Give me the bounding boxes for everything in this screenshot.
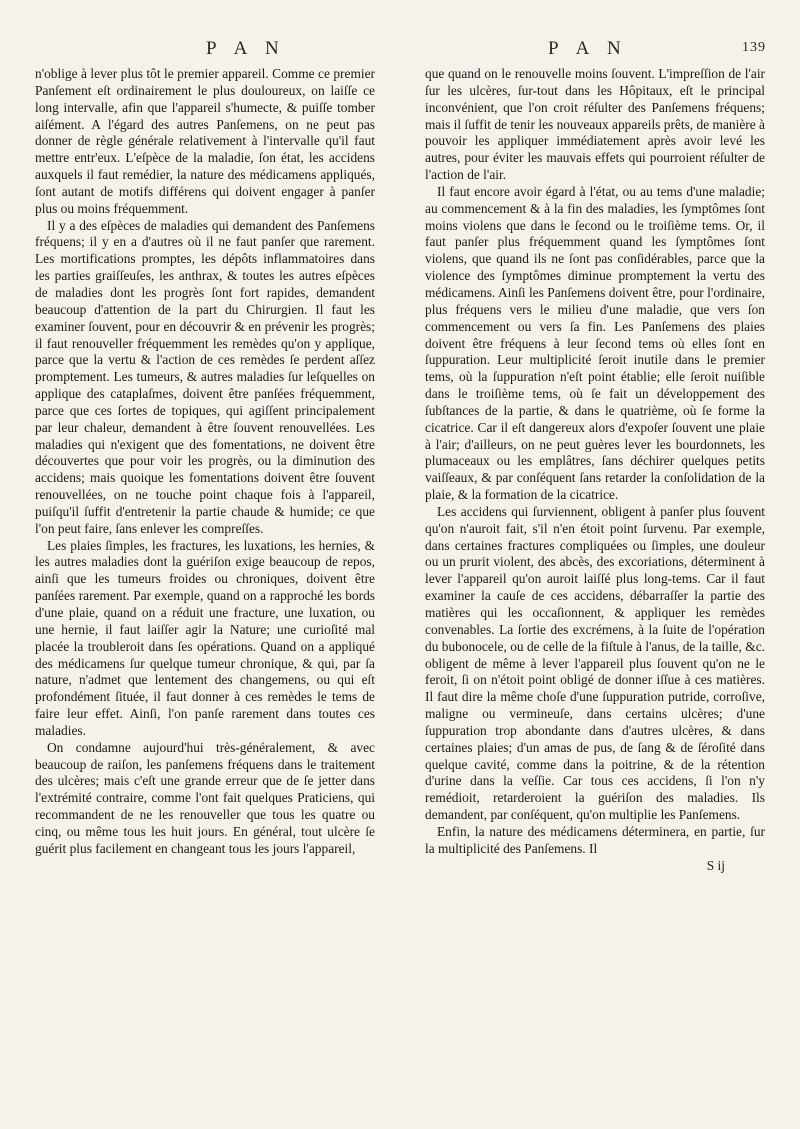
paragraph: Il faut encore avoir égard à l'état, ou au tems d'une maladie; au commencement & à la fin des maladies, les ſymptômes ſont moins violens que dans le ſecond ou le troiſième tems. Or, il faut panſer plus fréquemment quand les ſymptômes ſont violens, que quand ils ne ſont pas conſidérables, parce que la violence des ſymptômes diminue promptement la vertu des médicamens. Ainſi les Panſemens doivent être, pour l'ordinaire, plus fréquens vers le milieu d'une maladie, que vers ſon commencement ou vers ſa fin. Les Panſemens des plaies doivent être fréquens à leur ſecond tems où elles ſont en ſuppuration. Leur multiplicité ſeroit inutile dans le premier tems, où la ſuppuration n'eſt point établie; elle ſeroit nuiſible dans le troiſième tems, où ſe fait un développement des ſubſtances de la partie, & dans le quatrième, où ſe forme la cicatrice. Car il eſt dangereux alors d'expoſer ſouvent une plaie à l'air; d'ailleurs, on ne peut guères lever les bourdonnets, les plumaceaux ou les emplâtres, ſans déchirer quelques petits vaiſſeaux, & par conſéquent ſans retarder la conſolidation de la plaie, & la formation de la cicatrice.: [425, 183, 765, 503]
page-number: 139: [742, 40, 766, 55]
header-title-left: P A N: [206, 38, 286, 59]
paragraph: Il y a des eſpèces de maladies qui demandent des Panſemens fréquens; il y en a d'autres où il ne faut panſer que rarement. Les mortifications promptes, les dépôts inflammatoires dans les parties graiſſeuſes, les anthrax, & toutes les autres eſpèces de maladies dont les progrès ſont fort rapides, demandent beaucoup d'attention de la part du Chirurgien. Il faut les examiner ſouvent, pour en découvrir & en prévenir les progrès; il faut renouveller fréquemment les remèdes qu'on y applique, parce que la vertu & l'action de ces remèdes ſe perdent aſſez promptement. Les tumeurs, & autres maladies ſur leſquelles on applique des cataplaſmes, doivent être panſées fréquemment, parce que ces ſortes de topiques, qui agiſſent principalement par leur chaleur, demandent à être ſouvent renouvellées. Les maladies qui n'exigent que des fomentations, ne doivent être découvertes que pour voir les progrès, ou la diminution des accidens; mais quoique les fomentations doivent être ſouvent renouvellées, on ne touche point chaque fois à l'appareil, puiſqu'il ſuffit d'entretenir la partie chaude & humide; ce que l'on peut faire, ſans enlever les compreſſes.: [35, 217, 375, 536]
paragraph: Enfin, la nature des médicamens déterminera, en partie, ſur la multiplicité des Panſemens. Il: [425, 823, 765, 856]
paragraph: n'oblige à lever plus tôt le premier appareil. Comme ce premier Panſement eſt ordinairement le plus douloureux, on laiſſe ce long intervalle, afin que l'appareil s'humecte, & puiſſe tomber aiſément. A l'égard des autres Panſemens, on ne peut pas donner de règle générale relativement à l'intervalle qu'il faut mettre entr'eux. L'eſpèce de la maladie, ſon état, les accidens auxquels il faut remédier, la nature des médicamens appliqués, ſont autant de motifs différens qui doivent engager à panſer plus ou moins fréquemment.: [35, 66, 375, 216]
right-column: [425, 66, 765, 1126]
paragraph: Les plaies ſimples, les fractures, les luxations, les hernies, & les autres maladies dont la guériſon exige beaucoup de repos, ainſi que les tumeurs froides ou chroniques, doivent être panſées rarement. Par exemple, quand on a rapproché les bords d'une plaie, quand on a réduit une fracture, une luxation, ou une hernie, il faut laiſſer agir la Nature; une curioſité mal placée la troubleroit dans ſes opérations. Quand on a appliqué des médicamens ſur quelque tumeur chronique, & qui, par ſa nature, n'admet que lentement des changemens, ou qui eſt profondément ſituée, il faut donner à ces remèdes le tems de faire leur effet. Ainſi, l'on panſe rarement dans toutes ces maladies.: [35, 537, 375, 738]
header-title-right: P A N: [548, 38, 628, 59]
paragraph: que quand on le renouvelle moins ſouvent. L'impreſſion de l'air ſur les ulcères, ſur-tout dans les Hôpitaux, eſt le principal inconvénient, que l'on croit réſulter des Panſemens fréquens; mais il ſuffit de tenir les nouveaux appareils prêts, de manière à pouvoir les appliquer immédiatement après avoir levé les autres, pour éviter les mauvais effets qui pourroient réſulter de l'action de l'air.: [425, 66, 765, 183]
signature-mark: S ij: [706, 857, 725, 873]
paragraph: On condamne aujourd'hui très-généralement, & avec beaucoup de raiſon, les panſemens fréquens dans le traitement des ulcères; mais c'eſt une grande erreur que de ſe jetter dans l'extrémité contraire, comme l'ont fait quelques Praticiens, qui recommandent de ne les renouveller que tous les quatre ou cinq, ou même tous les huit jours. En général, tout ulcère ſe guérit plus facilement en changeant tous les jours l'appareil,: [35, 739, 375, 856]
paragraph: Les accidens qui ſurviennent, obligent à panſer plus ſouvent qu'on n'auroit fait, s'il n'en étoit point ſurvenu. Par exemple, dans certaines fractures compliquées ou ſimples, une douleur ou un prurit violent, des abcès, des excoriations, déterminent à lever l'appareil qu'on auroit laiſſé plus long-tems. Car il faut examiner la cauſe de ces accidens, débarraſſer la partie des matières qui les occaſionnent, & appliquer les remèdes convenables. La ſortie des excrémens, à la ſuite de l'opération du bubonocele, ou de celle de la fiſtule à l'anus, de la taille, &c. obligent de même à lever l'appareil plus ſouvent qu'on ne le feroit, ſi on n'étoit point obligé de donner iſſue à ces matières. Il faut dire la même choſe d'une ſuppuration putride, corroſive, maligne ou vermineuſe, dans certains ulcères; d'une ſuppuration trop abondante dans d'autres ulcères, & dans certaines plaies; d'un amas de pus, de ſang & de ſéroſité dans quelque cavité, comme dans la poitrine, & de la rétention d'urine dans la veſſie. Car tous ces accidens, ſi l'on n'y remédioit, retarderoient la guériſon des maladies. Ils demandent, par conſéquent, qu'on multiplie les Panſemens.: [425, 503, 765, 823]
left-column: [35, 66, 375, 1126]
running-header: [0, 38, 800, 68]
